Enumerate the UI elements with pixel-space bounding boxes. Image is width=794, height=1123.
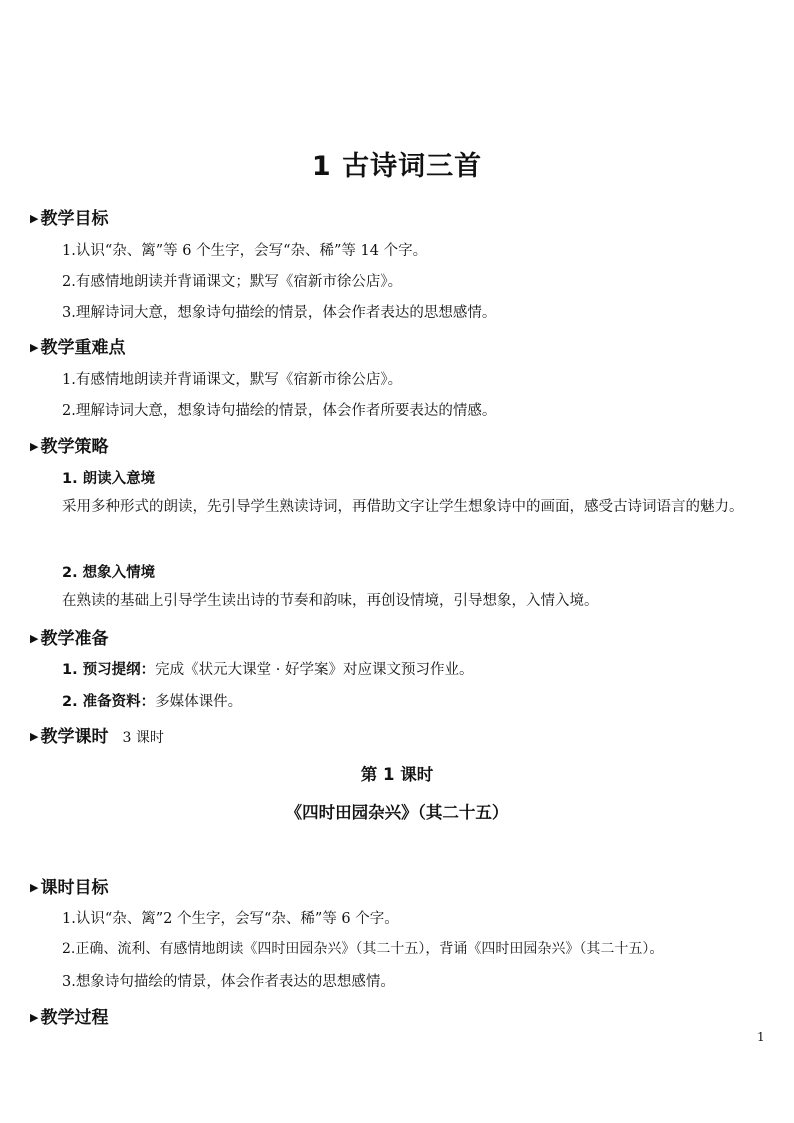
- page-number: 1: [757, 1030, 765, 1044]
- poem-title: 《四时田园杂兴》（其二十五）: [285, 803, 509, 822]
- page-title: 1 古诗词三首: [311, 151, 483, 182]
- lesson-goal-item-1: 1.认识“杂、篱”2 个生字，会写“杂、稀”等 6 个字。: [62, 911, 399, 927]
- key-point-item-2: 2.理解诗词大意，想象诗句描绘的情景，体会作者所要表达的情感。: [62, 403, 497, 419]
- triangle-bullet-icon: ▶: [30, 632, 39, 645]
- strategy-paragraph-1: 采用多种形式的朗读，先引导学生熟读诗词，再借助文字让学生想象诗中的画面，感受古诗词语言的魅力。: [62, 499, 744, 515]
- strategy-paragraph-2: 在熟读的基础上引导学生读出诗的节奏和韵味，再创设情境，引导想象，入情入境。: [62, 593, 599, 609]
- section-heading-hours: ▶ 教学课时 3 课时: [30, 727, 164, 747]
- section-heading-lesson-goals: ▶ 课时目标: [30, 878, 109, 898]
- key-point-item-1: 1.有感情地朗读并背诵课文，默写《宿新市徐公店》。: [62, 372, 403, 388]
- hours-value: 3 课时: [122, 730, 164, 746]
- strategy-sub-title-1: 1. 朗读入意境: [62, 471, 156, 487]
- triangle-bullet-icon: ▶: [30, 1011, 39, 1024]
- preparation-item-1: 1. 预习提纲：完成《状元大课堂 · 好学案》对应课文预习作业。: [62, 662, 474, 678]
- goal-item-1: 1.认识“杂、篱”等 6 个生字，会写“杂、稀”等 14 个字。: [62, 243, 428, 259]
- goal-item-2: 2.有感情地朗读并背诵课文；默写《宿新市徐公店》。: [62, 274, 403, 290]
- lesson-title: 第 1 课时: [360, 765, 434, 784]
- lesson-goal-item-2: 2.正确、流利、有感情地朗读《四时田园杂兴》（其二十五），背诵《四时田园杂兴》（其二十五）。: [62, 941, 664, 957]
- section-heading-preparation: ▶ 教学准备: [30, 629, 109, 649]
- lesson-goal-item-3: 3.想象诗句描绘的情景，体会作者表达的思想感情。: [62, 974, 395, 990]
- triangle-bullet-icon: ▶: [30, 730, 39, 743]
- strategy-sub-title-2: 2. 想象入情境: [62, 565, 156, 581]
- triangle-bullet-icon: ▶: [30, 440, 39, 453]
- section-heading-process: ▶ 教学过程: [30, 1008, 109, 1028]
- triangle-bullet-icon: ▶: [30, 341, 39, 354]
- preparation-item-2: 2. 准备资料：多媒体课件。: [62, 694, 243, 710]
- section-heading-strategy: ▶ 教学策略: [30, 437, 109, 457]
- goal-item-3: 3.理解诗词大意，想象诗句描绘的情景，体会作者表达的思想感情。: [62, 305, 497, 321]
- section-heading-goals: ▶ 教学目标: [30, 209, 109, 229]
- triangle-bullet-icon: ▶: [30, 212, 39, 225]
- section-heading-key-points: ▶ 教学重难点: [30, 338, 126, 358]
- triangle-bullet-icon: ▶: [30, 881, 39, 894]
